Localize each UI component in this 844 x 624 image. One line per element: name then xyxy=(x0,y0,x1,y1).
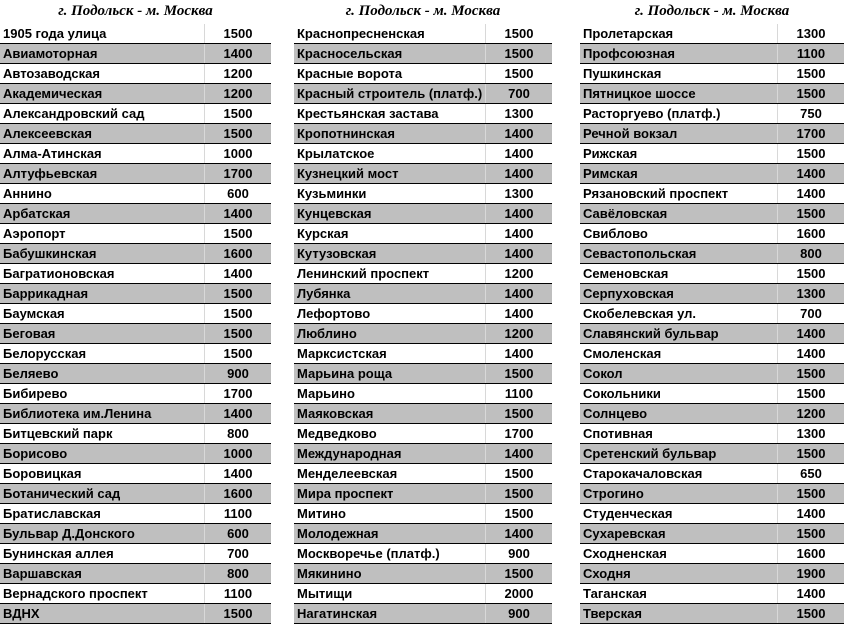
station-price: 700 xyxy=(485,84,552,103)
station-price: 1500 xyxy=(485,364,552,383)
station-name: Семеновская xyxy=(583,266,669,281)
table-row xyxy=(294,144,552,164)
station-name: Митино xyxy=(297,506,346,521)
station-price: 1500 xyxy=(777,444,844,463)
station-name: Лубянка xyxy=(297,286,351,301)
station-price: 1400 xyxy=(204,44,271,63)
table-row xyxy=(580,544,844,564)
station-price: 1000 xyxy=(204,444,271,463)
station-price: 1500 xyxy=(777,144,844,163)
table-row xyxy=(0,364,271,384)
station-name: Кропотнинская xyxy=(297,126,395,141)
station-name: Мытищи xyxy=(297,586,353,601)
table-row xyxy=(580,244,844,264)
station-price: 1500 xyxy=(777,484,844,503)
table-row xyxy=(294,484,552,504)
table-row xyxy=(580,224,844,244)
station-price: 1200 xyxy=(485,264,552,283)
station-price: 800 xyxy=(777,244,844,263)
table-row xyxy=(294,564,552,584)
column-panel xyxy=(294,0,552,624)
station-name: Бунинская аллея xyxy=(3,546,114,561)
station-price: 1600 xyxy=(777,224,844,243)
table-row xyxy=(294,604,552,624)
station-price: 1500 xyxy=(485,64,552,83)
table-row xyxy=(294,64,552,84)
station-name: Маяковская xyxy=(297,406,374,421)
station-name: Варшавская xyxy=(3,566,82,581)
station-name: Баумская xyxy=(3,306,65,321)
station-name: Курская xyxy=(297,226,349,241)
station-price: 1500 xyxy=(777,84,844,103)
station-price: 1400 xyxy=(485,204,552,223)
table-row xyxy=(580,364,844,384)
station-name: Аннино xyxy=(3,186,52,201)
station-price: 1700 xyxy=(204,384,271,403)
station-price: 1300 xyxy=(777,24,844,43)
table-row xyxy=(294,84,552,104)
table-row xyxy=(0,324,271,344)
table-row xyxy=(0,24,271,44)
station-name: Красносельская xyxy=(297,46,403,61)
station-price: 1500 xyxy=(777,604,844,623)
station-name: Рижская xyxy=(583,146,638,161)
station-name: Сходня xyxy=(583,566,631,581)
station-name: Академическая xyxy=(3,86,103,101)
station-name: Алма-Атинская xyxy=(3,146,102,161)
station-price: 750 xyxy=(777,104,844,123)
station-name: Люблино xyxy=(297,326,357,341)
station-price: 1500 xyxy=(777,204,844,223)
station-name: Боровицкая xyxy=(3,466,82,481)
station-price: 600 xyxy=(204,524,271,543)
station-name: Молодежная xyxy=(297,526,379,541)
station-name: ВДНХ xyxy=(3,606,40,621)
table-row xyxy=(294,344,552,364)
table-row xyxy=(580,424,844,444)
station-price: 1400 xyxy=(777,164,844,183)
station-name: Римская xyxy=(583,166,638,181)
station-name: Мира проспект xyxy=(297,486,394,501)
station-name: Библиотека им.Ленина xyxy=(3,406,152,421)
table-row xyxy=(294,204,552,224)
table-row xyxy=(0,464,271,484)
station-name: Краснопресненская xyxy=(297,26,425,41)
station-name: Аэропорт xyxy=(3,226,66,241)
station-price: 1600 xyxy=(777,544,844,563)
column-panel xyxy=(580,0,844,624)
station-price: 1400 xyxy=(777,584,844,603)
station-price: 1100 xyxy=(777,44,844,63)
station-name: Кузьминки xyxy=(297,186,367,201)
table-row xyxy=(580,304,844,324)
table-row xyxy=(580,504,844,524)
table-row xyxy=(0,424,271,444)
station-price: 1600 xyxy=(204,484,271,503)
station-name: Славянский бульвар xyxy=(583,326,719,341)
station-price: 800 xyxy=(204,424,271,443)
station-price: 1400 xyxy=(485,244,552,263)
station-name: Лефортово xyxy=(297,306,371,321)
station-price: 1500 xyxy=(204,324,271,343)
column-title: г. Подольск - м. Москва xyxy=(345,3,501,19)
table-row xyxy=(580,144,844,164)
station-name: Красный строитель (платф.) xyxy=(297,86,483,101)
station-price: 1300 xyxy=(777,284,844,303)
table-row xyxy=(0,84,271,104)
station-name: Пушкинская xyxy=(583,66,662,81)
station-name: Строгино xyxy=(583,486,644,501)
table-row xyxy=(580,524,844,544)
station-name: Белорусская xyxy=(3,346,87,361)
station-name: Крылатское xyxy=(297,146,375,161)
table-row xyxy=(0,484,271,504)
table-row xyxy=(580,124,844,144)
table-row xyxy=(0,604,271,624)
station-name: Старокачаловская xyxy=(583,466,703,481)
station-price: 1400 xyxy=(485,164,552,183)
station-name: Марксистская xyxy=(297,346,387,361)
station-name: Беговая xyxy=(3,326,56,341)
station-name: Марьино xyxy=(297,386,355,401)
station-name: Марьина роща xyxy=(297,366,393,381)
station-name: Братиславская xyxy=(3,506,101,521)
station-price: 1400 xyxy=(777,184,844,203)
table-row xyxy=(294,24,552,44)
station-price: 1300 xyxy=(777,424,844,443)
station-name: Тверская xyxy=(583,606,642,621)
station-name: Сретенский бульвар xyxy=(583,446,717,461)
table-row xyxy=(0,404,271,424)
table-row xyxy=(580,44,844,64)
station-price: 1700 xyxy=(777,124,844,143)
station-price: 1400 xyxy=(204,404,271,423)
station-name: Севастопольская xyxy=(583,246,697,261)
table-row xyxy=(294,44,552,64)
station-price: 1400 xyxy=(485,124,552,143)
table-row xyxy=(580,564,844,584)
station-price: 1700 xyxy=(485,424,552,443)
station-price: 1300 xyxy=(485,184,552,203)
table-row xyxy=(0,244,271,264)
station-price: 1600 xyxy=(204,244,271,263)
station-price: 1400 xyxy=(485,344,552,363)
table-row xyxy=(580,264,844,284)
station-name: Бибирево xyxy=(3,386,68,401)
table-row xyxy=(294,364,552,384)
station-name: Борисово xyxy=(3,446,68,461)
station-price: 1700 xyxy=(204,164,271,183)
station-price: 1400 xyxy=(777,324,844,343)
table-row xyxy=(294,424,552,444)
station-name: Расторгуево (платф.) xyxy=(583,106,721,121)
station-price: 2000 xyxy=(485,584,552,603)
station-name: Менделеевская xyxy=(297,466,398,481)
table-row xyxy=(294,544,552,564)
station-price: 1400 xyxy=(485,304,552,323)
station-name: Баррикадная xyxy=(3,286,89,301)
station-name: Спотивная xyxy=(583,426,653,441)
station-name: Солнцево xyxy=(583,406,648,421)
station-price: 1500 xyxy=(777,264,844,283)
column-panel xyxy=(0,0,271,624)
station-name: Речной вокзал xyxy=(583,126,678,141)
station-price: 650 xyxy=(777,464,844,483)
station-price: 1200 xyxy=(204,64,271,83)
station-price: 1500 xyxy=(485,404,552,423)
station-price: 900 xyxy=(485,544,552,563)
station-name: Кунцевская xyxy=(297,206,372,221)
table-row xyxy=(580,344,844,364)
station-name: Москворечье (платф.) xyxy=(297,546,440,561)
station-price: 1400 xyxy=(485,524,552,543)
table-row xyxy=(294,104,552,124)
station-price: 1500 xyxy=(204,344,271,363)
table-row xyxy=(580,404,844,424)
station-price: 1500 xyxy=(204,24,271,43)
station-price: 1400 xyxy=(204,204,271,223)
station-price: 700 xyxy=(204,544,271,563)
station-name: Сухаревская xyxy=(583,526,666,541)
station-price: 1500 xyxy=(485,504,552,523)
table-row xyxy=(294,184,552,204)
station-price: 1500 xyxy=(204,304,271,323)
station-price: 1500 xyxy=(777,524,844,543)
station-name: Таганская xyxy=(583,586,647,601)
station-name: Алексеевская xyxy=(3,126,92,141)
station-name: Красные ворота xyxy=(297,66,403,81)
rows-list xyxy=(294,24,552,624)
table-row xyxy=(580,444,844,464)
station-price: 1500 xyxy=(485,44,552,63)
station-name: Сокол xyxy=(583,366,623,381)
station-name: Ботанический сад xyxy=(3,486,121,501)
table-row xyxy=(0,64,271,84)
table-row xyxy=(294,384,552,404)
table-row xyxy=(0,264,271,284)
station-name: Кутузовская xyxy=(297,246,377,261)
station-price: 1000 xyxy=(204,144,271,163)
station-name: Серпуховская xyxy=(583,286,674,301)
table-row xyxy=(294,444,552,464)
table-row xyxy=(0,224,271,244)
table-row xyxy=(0,124,271,144)
station-price: 700 xyxy=(777,304,844,323)
table-row xyxy=(294,504,552,524)
station-price: 1100 xyxy=(204,584,271,603)
table-row xyxy=(580,324,844,344)
station-name: Рязановский проспект xyxy=(583,186,729,201)
station-price: 1400 xyxy=(777,504,844,523)
station-price: 1500 xyxy=(204,104,271,123)
table-row xyxy=(0,304,271,324)
station-name: Алтуфьевская xyxy=(3,166,98,181)
station-name: Битцевский парк xyxy=(3,426,113,441)
station-price: 1500 xyxy=(204,224,271,243)
station-name: Беляево xyxy=(3,366,59,381)
station-price: 600 xyxy=(204,184,271,203)
station-name: Александровский сад xyxy=(3,106,145,121)
table-row xyxy=(0,44,271,64)
station-name: Багратионовская xyxy=(3,266,115,281)
table-row xyxy=(294,224,552,244)
station-price: 1500 xyxy=(204,284,271,303)
station-name: Кузнецкий мост xyxy=(297,166,399,181)
station-name: Авиамоторная xyxy=(3,46,98,61)
table-row xyxy=(0,384,271,404)
station-name: Ленинский проспект xyxy=(297,266,430,281)
table-row xyxy=(580,84,844,104)
table-row xyxy=(580,24,844,44)
table-row xyxy=(294,464,552,484)
table-row xyxy=(294,304,552,324)
station-price: 1100 xyxy=(485,384,552,403)
table-row xyxy=(0,544,271,564)
table-row xyxy=(580,604,844,624)
station-name: Крестьянская застава xyxy=(297,106,439,121)
station-name: Медведково xyxy=(297,426,377,441)
station-name: Пятницкое шоссе xyxy=(583,86,696,101)
station-name: Мякинино xyxy=(297,566,362,581)
station-price: 1500 xyxy=(485,564,552,583)
station-price: 1500 xyxy=(777,64,844,83)
table-row xyxy=(0,504,271,524)
station-price: 1500 xyxy=(204,604,271,623)
rows-list xyxy=(580,24,844,624)
table-row xyxy=(580,464,844,484)
table-row xyxy=(0,564,271,584)
table-row xyxy=(294,284,552,304)
station-price: 1500 xyxy=(204,124,271,143)
table-row xyxy=(0,524,271,544)
table-row xyxy=(0,284,271,304)
table-row xyxy=(0,344,271,364)
table-row xyxy=(294,124,552,144)
station-price: 1500 xyxy=(485,484,552,503)
table-row xyxy=(0,184,271,204)
table-row xyxy=(294,324,552,344)
table-row xyxy=(580,104,844,124)
station-price: 1100 xyxy=(204,504,271,523)
station-price: 1500 xyxy=(777,384,844,403)
table-row xyxy=(0,144,271,164)
station-price: 1200 xyxy=(204,84,271,103)
table-row xyxy=(580,284,844,304)
table-row xyxy=(294,244,552,264)
station-price: 1500 xyxy=(485,464,552,483)
column-title: г. Подольск - м. Москва xyxy=(58,3,213,19)
column-title: г. Подольск - м. Москва xyxy=(634,3,790,19)
table-row xyxy=(0,584,271,604)
table-row xyxy=(580,584,844,604)
table-row xyxy=(0,444,271,464)
station-name: Свиблово xyxy=(583,226,648,241)
rows-list xyxy=(0,24,271,624)
station-name: Смоленская xyxy=(583,346,662,361)
station-price: 900 xyxy=(204,364,271,383)
table-row xyxy=(580,164,844,184)
station-name: Сокольники xyxy=(583,386,661,401)
station-name: Профсоюзная xyxy=(583,46,676,61)
table-row xyxy=(580,384,844,404)
station-name: Бабушкинская xyxy=(3,246,97,261)
station-price: 1500 xyxy=(777,364,844,383)
station-price: 1400 xyxy=(485,284,552,303)
table-row xyxy=(294,584,552,604)
station-price: 1900 xyxy=(777,564,844,583)
station-name: 1905 года улица xyxy=(3,26,107,41)
station-name: Студенческая xyxy=(583,506,673,521)
station-name: Вернадского проспект xyxy=(3,586,148,601)
station-name: Бульвар Д.Донского xyxy=(3,526,135,541)
table-row xyxy=(580,484,844,504)
station-name: Арбатская xyxy=(3,206,71,221)
station-price: 1300 xyxy=(485,104,552,123)
table-row xyxy=(580,184,844,204)
table-row xyxy=(580,204,844,224)
station-price: 1400 xyxy=(485,144,552,163)
table-row xyxy=(294,524,552,544)
station-price: 1200 xyxy=(777,404,844,423)
station-price: 1400 xyxy=(485,224,552,243)
station-price: 1400 xyxy=(204,264,271,283)
station-price: 1500 xyxy=(485,24,552,43)
station-price: 800 xyxy=(204,564,271,583)
table-row xyxy=(294,264,552,284)
station-name: Савёловская xyxy=(583,206,668,221)
table-row xyxy=(0,204,271,224)
station-name: Международная xyxy=(297,446,402,461)
station-price: 1400 xyxy=(204,464,271,483)
station-price: 900 xyxy=(485,604,552,623)
station-name: Автозаводская xyxy=(3,66,100,81)
table-row xyxy=(294,164,552,184)
table-row xyxy=(0,104,271,124)
table-row xyxy=(0,164,271,184)
station-name: Сходненская xyxy=(583,546,667,561)
station-price: 1400 xyxy=(777,344,844,363)
station-price: 1200 xyxy=(485,324,552,343)
station-price: 1400 xyxy=(485,444,552,463)
station-name: Скобелевская ул. xyxy=(583,306,697,321)
table-row xyxy=(580,64,844,84)
station-name: Нагатинская xyxy=(297,606,378,621)
table-row xyxy=(294,404,552,424)
station-name: Пролетарская xyxy=(583,26,674,41)
